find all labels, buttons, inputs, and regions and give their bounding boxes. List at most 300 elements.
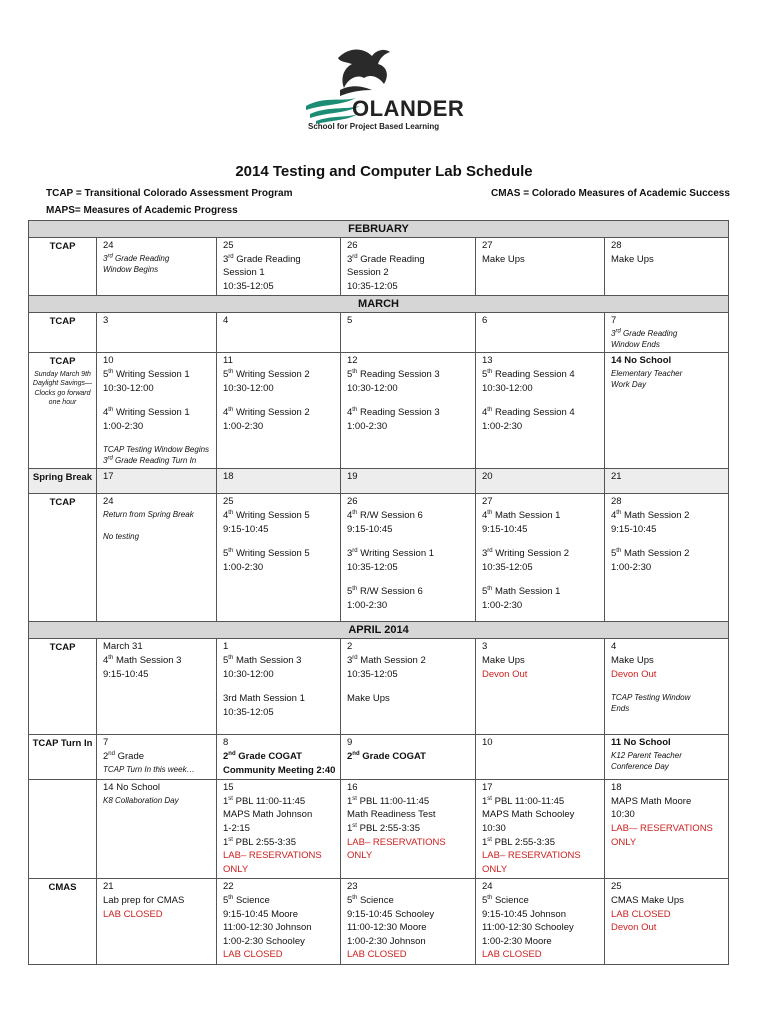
- entry-number: 5: [223, 894, 229, 906]
- schedule-entry: [347, 406, 469, 420]
- schedule-week-row: [29, 879, 729, 965]
- entry-text: Writing Session 2: [233, 368, 310, 380]
- schedule-entry: 4: [611, 641, 617, 653]
- schedule-entry: [347, 795, 469, 809]
- ordinal-suffix: th: [487, 368, 493, 375]
- schedule-entry: LAB CLOSED: [103, 908, 163, 920]
- day-cell: [476, 780, 605, 879]
- day-cell: [605, 353, 729, 469]
- schedule-entry: LAB– RESERVATIONS: [347, 836, 446, 848]
- schedule-entry: Devon Out: [611, 668, 657, 680]
- schedule-entry: 25: [611, 881, 622, 893]
- entry-number: 1: [223, 795, 229, 807]
- schedule-entry: 1:00-2:30 Johnson: [347, 935, 426, 947]
- row-label: [29, 494, 97, 622]
- row-label-text: TCAP Turn In: [32, 738, 93, 750]
- schedule-entry: 6: [482, 315, 488, 327]
- row-label-text: TCAP: [49, 642, 76, 654]
- ordinal-suffix: th: [487, 509, 493, 516]
- entry-text: Reading Session 4: [492, 368, 575, 380]
- schedule-entry: Make Ups: [347, 693, 390, 705]
- schedule-entry: [482, 547, 598, 561]
- schedule-entry: 10:35-12:05: [223, 706, 274, 718]
- spacer: [347, 536, 469, 547]
- schedule-entry: 1:00-2:30: [482, 420, 523, 432]
- schedule-entry: CMAS Make Ups: [611, 894, 684, 906]
- schedule-entry: 10:35-12:05: [223, 280, 274, 292]
- schedule-entry: [482, 585, 598, 599]
- schedule-entry: 3: [482, 641, 488, 653]
- day-cell: [476, 469, 605, 494]
- month-header: FEBRUARY: [29, 221, 729, 238]
- entry-text: Grade Reading: [112, 253, 170, 263]
- schedule-entry: [482, 836, 598, 850]
- entry-text: R/W Session 6: [357, 509, 423, 521]
- day-cell: [476, 879, 605, 965]
- row-label-text: TCAP: [49, 356, 76, 368]
- entry-text: Math Session 1: [492, 586, 561, 598]
- schedule-entry: 9:15-10:45: [347, 523, 393, 535]
- schedule-entry: K8 Collaboration Day: [103, 795, 179, 805]
- day-cell: [97, 469, 217, 494]
- schedule-entry: 17: [482, 782, 493, 794]
- entry-number: 3: [347, 253, 353, 265]
- entry-text: PBL 2:55-3:35: [356, 822, 420, 834]
- schedule-entry: ONLY: [482, 863, 508, 875]
- entry-number: 4: [103, 654, 109, 666]
- schedule-entry: 1:00-2:30: [482, 599, 523, 611]
- schedule-entry: 10:35-12:05: [347, 280, 398, 292]
- spacer: [347, 574, 469, 585]
- ordinal-suffix: th: [487, 586, 493, 593]
- schedule-entry: 10:30-12:00: [482, 382, 533, 394]
- schedule-entry: Math Readiness Test: [347, 809, 436, 821]
- schedule-entry: 18: [223, 471, 234, 483]
- schedule-entry: Session 1: [223, 267, 265, 279]
- schedule-entry: 9:15-10:45 Schooley: [347, 908, 435, 920]
- spacer: [223, 536, 334, 547]
- schedule-entry: Make Ups: [482, 253, 525, 265]
- schedule-entry: [223, 253, 334, 267]
- entry-number: 4: [223, 509, 229, 521]
- ordinal-suffix: st: [228, 836, 233, 843]
- schedule-entry: 12: [347, 355, 358, 367]
- spacer: [103, 395, 210, 406]
- schedule-entry: 20: [482, 471, 493, 483]
- schedule-entry: LAB– RESERVATIONS: [482, 850, 581, 862]
- entry-number: 3: [611, 328, 616, 338]
- row-label: [29, 639, 97, 735]
- schedule-entry: Lab prep for CMAS: [103, 894, 185, 906]
- schedule-entry: Community Meeting 2:40: [223, 764, 336, 776]
- entry-number: 1: [482, 795, 488, 807]
- ordinal-suffix: nd: [352, 750, 360, 757]
- spacer: [103, 433, 210, 444]
- entry-number: 3: [103, 253, 108, 263]
- schedule-entry: 22: [223, 881, 234, 893]
- schedule-entry: 14 No School: [611, 355, 672, 367]
- entry-text: Writing Session 5: [233, 509, 310, 521]
- entry-number: 5: [223, 548, 229, 560]
- schedule-entry: [347, 750, 469, 764]
- schedule-entry: Make Ups: [611, 654, 654, 666]
- ordinal-suffix: st: [352, 822, 357, 829]
- entry-number: 4: [223, 407, 229, 419]
- schedule-entry: MAPS Math Moore: [611, 795, 692, 807]
- day-cell: [217, 735, 341, 780]
- schedule-entry: [347, 654, 469, 668]
- schedule-entry: 11:00-12:30 Schooley: [482, 922, 574, 934]
- entry-text: Grade COGAT: [235, 750, 302, 762]
- schedule-entry: Make Ups: [482, 654, 525, 666]
- schedule-entry: 27: [482, 240, 493, 251]
- schedule-entry: Window Ends: [611, 339, 660, 349]
- schedule-entry: [611, 547, 722, 561]
- schedule-entry: [223, 368, 334, 382]
- day-cell: [341, 238, 476, 296]
- day-cell: [97, 494, 217, 622]
- schedule-entry: [347, 894, 469, 908]
- schedule-week-row: [29, 639, 729, 735]
- row-label: [29, 238, 97, 296]
- schedule-week-row: [29, 313, 729, 353]
- schedule-entry: Elementary Teacher: [611, 368, 683, 378]
- schedule-entry: 10:35-12:05: [482, 561, 533, 573]
- ordinal-suffix: rd: [487, 548, 493, 554]
- schedule-entry: ONLY: [223, 863, 249, 875]
- schedule-entry: [347, 253, 469, 267]
- row-label: [29, 353, 97, 469]
- entry-text: Grade Reading: [357, 253, 425, 265]
- schedule-entry: Return from Spring Break: [103, 509, 194, 519]
- day-cell: [341, 780, 476, 879]
- ordinal-suffix: rd: [352, 253, 358, 260]
- schedule-entry: 28: [611, 240, 622, 251]
- schedule-entry: [223, 509, 334, 523]
- entry-text: Grade Reading: [233, 253, 301, 265]
- spacer: [482, 574, 598, 585]
- spacer: [482, 395, 598, 406]
- ordinal-suffix: th: [228, 407, 234, 413]
- schedule-entry: [103, 368, 210, 382]
- entry-number: 1: [347, 795, 353, 807]
- schedule-entry: 1:00-2:30: [347, 420, 388, 432]
- schedule-entry: [223, 836, 334, 850]
- schedule-entry: 4: [223, 315, 229, 327]
- ordinal-suffix: th: [108, 654, 114, 661]
- entry-text: Grade Reading: [620, 328, 678, 338]
- schedule-entry: 11:00-12:30 Moore: [347, 922, 427, 934]
- day-cell: [476, 238, 605, 296]
- ordinal-suffix: st: [352, 795, 357, 802]
- schedule-entry: 21: [103, 881, 114, 893]
- schedule-entry: 1:00-2:30: [223, 420, 264, 432]
- ordinal-suffix: nd: [108, 750, 115, 757]
- entry-number: 5: [482, 586, 488, 598]
- schedule-entry: [482, 368, 598, 382]
- row-label: [29, 313, 97, 353]
- schedule-entry: 10:30-12:00: [103, 382, 154, 394]
- day-cell: [605, 469, 729, 494]
- spacer: [103, 520, 210, 531]
- day-cell: [605, 494, 729, 622]
- day-cell: [476, 313, 605, 353]
- schedule-week-row: [29, 494, 729, 622]
- day-cell: [476, 494, 605, 622]
- schedule-entry: LAB-– RESERVATIONS: [611, 822, 713, 834]
- entry-number: 4: [103, 407, 109, 419]
- schedule-entry: [103, 406, 210, 420]
- entry-number: 5: [347, 368, 353, 380]
- ordinal-suffix: th: [228, 894, 234, 901]
- entry-number: 3: [347, 548, 353, 560]
- day-cell: [217, 879, 341, 965]
- schedule-entry: Devon Out: [482, 668, 528, 680]
- day-cell: [217, 780, 341, 879]
- entry-number: 4: [482, 509, 488, 521]
- entry-text: PBL 11:00-11:45: [491, 795, 565, 807]
- entry-text: PBL 2:55-3:35: [491, 836, 555, 848]
- row-label-text: TCAP: [49, 497, 76, 509]
- schedule-entry: 3: [103, 315, 109, 327]
- ordinal-suffix: rd: [352, 548, 358, 554]
- schedule-entry: [482, 894, 598, 908]
- row-label: [29, 469, 97, 494]
- day-cell: [605, 780, 729, 879]
- schedule-entry: [347, 585, 469, 599]
- entry-number: 2: [347, 750, 353, 762]
- row-label: [29, 735, 97, 780]
- day-cell: [217, 469, 341, 494]
- schedule-entry: K12 Parent Teacher: [611, 750, 682, 760]
- schedule-entry: Devon Out: [611, 922, 657, 934]
- entry-text: Reading Session 3: [357, 407, 440, 419]
- day-cell: [605, 238, 729, 296]
- day-cell: [97, 879, 217, 965]
- day-cell: [476, 353, 605, 469]
- schedule-entry: MAPS Math Johnson: [223, 809, 313, 821]
- entry-number: 2: [103, 750, 109, 762]
- entry-number: 1: [347, 822, 353, 834]
- entry-number: 1: [482, 836, 488, 848]
- day-cell: [217, 238, 341, 296]
- schedule-entry: 24: [482, 881, 493, 893]
- ordinal-suffix: th: [352, 407, 358, 413]
- schedule-entry: 25: [223, 496, 234, 508]
- day-cell: [217, 353, 341, 469]
- ordinal-suffix: rd: [107, 455, 113, 462]
- entry-text: Math Session 2: [621, 548, 690, 560]
- schedule-entry: [482, 406, 598, 420]
- daylight-savings-note: Sunday March 9th Daylight Savings— Clocks go forward one hour: [32, 370, 93, 407]
- spacer: [611, 536, 722, 547]
- day-cell: [341, 494, 476, 622]
- schedule-table: [28, 220, 729, 965]
- schedule-entry: [223, 654, 334, 668]
- entry-text: Science: [492, 894, 529, 906]
- schedule-week-row: [29, 469, 729, 494]
- schedule-entry: [482, 509, 598, 523]
- spacer: [611, 681, 722, 692]
- schedule-entry: Make Ups: [611, 253, 654, 265]
- logo-tagline: School for Project Based Learning: [308, 122, 440, 131]
- schedule-entry: 21: [611, 471, 622, 483]
- entry-text: Writing Session 1: [113, 407, 190, 419]
- entry-number: 4: [611, 509, 617, 521]
- ordinal-suffix: st: [228, 795, 233, 802]
- schedule-entry: 17: [103, 471, 114, 483]
- month-header-row: [29, 296, 729, 313]
- day-cell: [217, 639, 341, 735]
- schedule-entry: 10:30: [611, 809, 635, 821]
- schedule-entry: [611, 509, 722, 523]
- schedule-entry: [223, 750, 334, 764]
- ordinal-suffix: th: [616, 509, 622, 516]
- month-header-row: [29, 221, 729, 238]
- schedule-entry: 1:00-2:30: [223, 561, 264, 573]
- schedule-entry: 10:30-12:00: [347, 382, 398, 394]
- row-label-text: CMAS: [48, 882, 77, 894]
- schedule-entry: 9:15-10:45 Moore: [223, 908, 298, 920]
- schedule-entry: [103, 455, 210, 466]
- schedule-entry: [482, 795, 598, 809]
- entry-number: 4: [347, 509, 353, 521]
- ordinal-suffix: rd: [352, 654, 358, 661]
- entry-number: 5: [482, 894, 488, 906]
- row-label-text: TCAP: [49, 316, 76, 328]
- ordinal-suffix: th: [616, 548, 622, 554]
- entry-number: 1: [223, 836, 229, 848]
- schedule-entry: [347, 368, 469, 382]
- schedule-entry: 7: [611, 315, 617, 327]
- schedule-entry: [103, 654, 210, 668]
- month-header: MARCH: [29, 296, 729, 313]
- page-title: 2014 Testing and Computer Lab Schedule: [235, 163, 533, 180]
- schedule-entry: LAB– RESERVATIONS: [223, 850, 322, 862]
- schedule-entry: 3rd Math Session 1: [223, 693, 305, 705]
- entry-number: 5: [103, 368, 109, 380]
- row-label: [29, 879, 97, 965]
- schedule-entry: TCAP Turn In this week…: [103, 764, 195, 774]
- schedule-entry: ONLY: [611, 836, 637, 848]
- schedule-entry: 9: [347, 737, 353, 749]
- day-cell: [605, 313, 729, 353]
- day-cell: [605, 879, 729, 965]
- entry-number: 4: [482, 407, 488, 419]
- schedule-entry: 13: [482, 355, 493, 367]
- day-cell: [97, 238, 217, 296]
- row-label: [29, 780, 97, 879]
- schedule-entry: 24: [103, 240, 114, 251]
- spacer: [482, 536, 598, 547]
- ordinal-suffix: th: [352, 368, 358, 375]
- entry-text: Math Session 3: [233, 654, 302, 666]
- schedule-entry: [611, 328, 722, 339]
- schedule-entry: 26: [347, 496, 358, 508]
- schedule-entry: [347, 509, 469, 523]
- entry-number: 3: [482, 548, 488, 560]
- schedule-entry: Work Day: [611, 379, 647, 389]
- entry-text: R/W Session 6: [357, 586, 423, 598]
- ordinal-suffix: nd: [228, 750, 236, 757]
- schedule-week-row: [29, 238, 729, 296]
- schedule-entry: LAB CLOSED: [223, 949, 283, 961]
- schedule-entry: [223, 795, 334, 809]
- schedule-entry: Window Begins: [103, 264, 159, 274]
- ordinal-suffix: th: [352, 894, 358, 901]
- schedule-entry: 1:00-2:30 Schooley: [223, 935, 305, 947]
- legend-maps: MAPS= Measures of Academic Progress: [46, 205, 238, 216]
- schedule-entry: MAPS Math Schooley: [482, 809, 575, 821]
- schedule-entry: 28: [611, 496, 622, 508]
- logo-wordmark: OLANDER: [352, 96, 465, 121]
- entry-text: Grade COGAT: [359, 750, 426, 762]
- ordinal-suffix: rd: [615, 328, 621, 335]
- day-cell: [476, 639, 605, 735]
- schedule-entry: 10:35-12:05: [347, 561, 398, 573]
- schedule-entry: 23: [347, 881, 358, 893]
- entry-number: 5: [223, 368, 229, 380]
- entry-text: Math Session 2: [621, 509, 690, 521]
- day-cell: [97, 313, 217, 353]
- schedule-entry: 10: [482, 737, 493, 749]
- schedule-entry: 8: [223, 737, 229, 749]
- schedule-entry: [103, 253, 210, 264]
- schedule-week-row: [29, 735, 729, 780]
- entry-text: Writing Session 1: [357, 548, 435, 560]
- schedule-entry: [347, 547, 469, 561]
- day-cell: [341, 735, 476, 780]
- schedule-week-row: [29, 353, 729, 469]
- schedule-entry: [103, 750, 210, 764]
- spacer: [223, 681, 334, 692]
- entry-number: 5: [611, 548, 617, 560]
- ordinal-suffix: th: [228, 368, 234, 375]
- entry-text: Math Session 2: [357, 654, 426, 666]
- ordinal-suffix: rd: [228, 253, 234, 260]
- schedule-entry: 11:00-12:30 Johnson: [223, 922, 312, 934]
- spacer: [347, 681, 469, 692]
- schedule-entry: TCAP Testing Window Begins: [103, 445, 210, 455]
- entry-number: 4: [347, 407, 353, 419]
- entry-text: PBL 11:00-11:45: [356, 795, 430, 807]
- schedule-entry: LAB CLOSED: [482, 949, 542, 961]
- day-cell: [341, 879, 476, 965]
- month-header-row: [29, 622, 729, 639]
- ordinal-suffix: rd: [107, 252, 113, 259]
- schedule-entry: 9:15-10:45: [223, 523, 269, 535]
- schedule-entry: ONLY: [347, 850, 373, 862]
- schedule-entry: 16: [347, 782, 358, 794]
- entry-text: PBL 2:55-3:35: [232, 836, 296, 848]
- schedule-entry: 15: [223, 782, 234, 794]
- entry-text: Reading Session 3: [357, 368, 440, 380]
- day-cell: [341, 469, 476, 494]
- schedule-entry: 24: [103, 496, 114, 508]
- ordinal-suffix: th: [108, 368, 114, 375]
- schedule-entry: 11 No School: [611, 737, 671, 749]
- schedule-entry: 10:30-12:00: [223, 382, 274, 394]
- entry-number: 5: [347, 894, 353, 906]
- schedule-entry: [223, 547, 334, 561]
- schedule-entry: TCAP Testing Window: [611, 693, 691, 703]
- entry-text: Math Session 3: [113, 654, 182, 666]
- row-label-text: Spring Break: [32, 472, 93, 484]
- ordinal-suffix: st: [487, 795, 492, 802]
- entry-text: Reading Session 4: [492, 407, 575, 419]
- schedule-entry: 9:15-10:45: [482, 523, 528, 535]
- schedule-entry: 27: [482, 496, 493, 508]
